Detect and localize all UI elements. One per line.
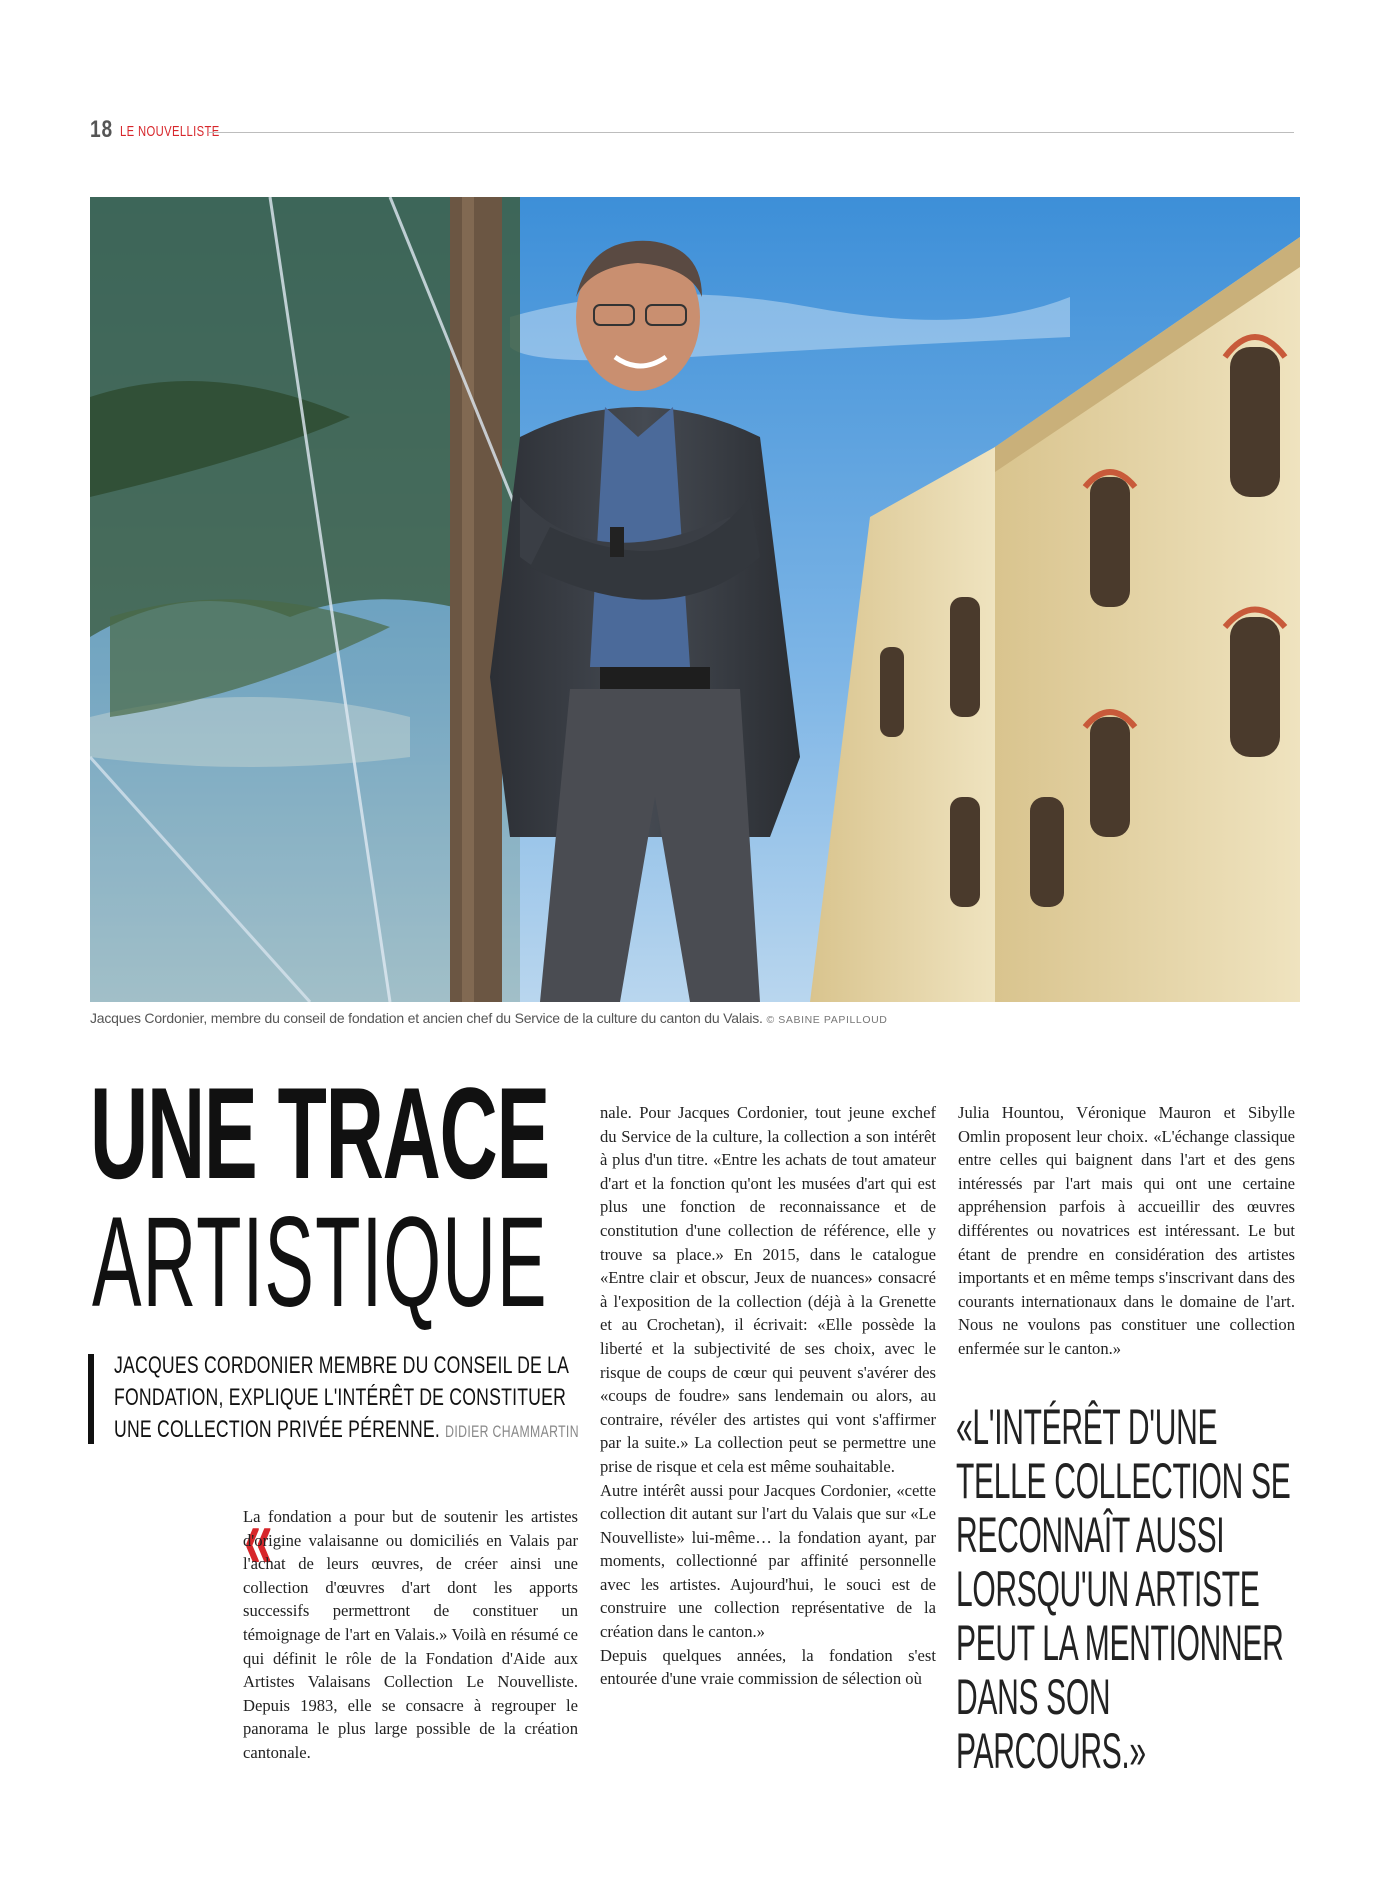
- body-column-2: [600, 1101, 936, 1691]
- pull-quote: «L'INTÉRÊT D'UNE TELLE COLLECTION SE RECONNAÎT AUSSI LORSQU'UN ARTISTE PEUT LA MENTIONNER DANS SON PARCOURS.»: [956, 1399, 1291, 1779]
- headline-line-1: UNE TRACE: [90, 1060, 550, 1206]
- portrait-photo: [90, 197, 1300, 1002]
- page-folio: [90, 116, 1294, 146]
- body-paragraph: nale. Pour Jacques Cordonier, tout jeune exchef du Service de la culture, la collection a son intérêt à plus d'un titre. «Entre les achats de tout amateur d'art et la fonction qu'ont les musées d'art qui est plus une fonction de reconnaissance et de constitution d'une collection de référence, elle y trouve sa place.» En 2015, dans le catalogue «Entre clair et obscur, Jeux de nuances» consacré à l'exposition de la collection (déjà à la Grenette et au Crochetan), il écrivait: «Elle possède la liberté et la subjectivité de ses choix, avec le risque de coups de cœur qui peuvent s'avérer des «coups de foudre» sans lendemain ou alors, au contraire, révéler des artistes qui vont s'affirmer par la suite.» La collection peut se permettre une prise de risque et cela est même souhaitable.: [600, 1103, 936, 1476]
- photo-caption: [90, 1010, 1300, 1026]
- caption-text: Jacques Cordonier, membre du conseil de fondation et ancien chef du Service de la culture du canton du Valais.: [90, 1010, 763, 1026]
- body-column-1: [243, 1505, 578, 1765]
- lead-paragraph: [114, 1350, 582, 1448]
- photo-credit: © SABINE PAPILLOUD: [766, 1014, 888, 1026]
- body-paragraph: La fondation a pour but de soutenir les artistes d'origine valaisanne ou domiciliés en Valais par l'achat de leurs œuvres, de créer ainsi une collection d'œuvres d'art dont les apports successifs permettront de constituer un témoignage de l'art en Valais.» Voilà en résumé ce qui définit le rôle de la Fondation d'Aide aux Artistes Valaisans Collection Le Nouvelliste. Depuis 1983, elle se consacre à regrouper le panorama le plus large possible de la création cantonale.: [243, 1507, 578, 1762]
- headline-line-2: ARTISTIQUE: [92, 1191, 548, 1334]
- body-paragraph: Autre intérêt aussi pour Jacques Cordonier, «cette collection dit autant sur l'art du Valais que sur «Le Nouvelliste» lui-même… la fondation ayant, par moments, collectionné par affinité personnelle avec les artistes. Aujourd'hui, le souci est de construire une collection représentative de la création dans le canton.»: [600, 1480, 936, 1642]
- body-paragraph: Julia Hountou, Véronique Mauron et Sibylle Omlin proposent leur choix. «L'échange classique entre celles qui baignent dans l'art et des gens intéressés par l'art mais qui ont une certaine appréhension parfois à accueillir des œuvres différentes ou novatrices est intéressant. Le but étant de prendre en considération des artistes importants et en même temps s'inscrivant dans des courants internationaux dans le domaine de l'art. Nous ne voulons pas constituer une collection enfermée sur le canton.»: [958, 1103, 1295, 1358]
- body-column-3: [958, 1101, 1295, 1361]
- byline: DIDIER CHAMMARTIN: [445, 1422, 579, 1441]
- opening-quote-icon: «: [244, 1491, 273, 1587]
- lead-bar: [88, 1354, 94, 1444]
- page-number: 18: [90, 116, 113, 143]
- body-paragraph: Depuis quelques années, la fondation s'est entourée d'une vraie commission de sélection où: [600, 1645, 936, 1689]
- publication-name: LE NOUVELLISTE: [120, 123, 220, 140]
- lead-text: JACQUES CORDONIER MEMBRE DU CONSEIL DE LA FONDATION, EXPLIQUE L'INTÉRÊT DE CONSTITUER UNE COLLECTION PRIVÉE PÉRENNE.: [114, 1352, 569, 1443]
- folio-rule: [208, 132, 1294, 133]
